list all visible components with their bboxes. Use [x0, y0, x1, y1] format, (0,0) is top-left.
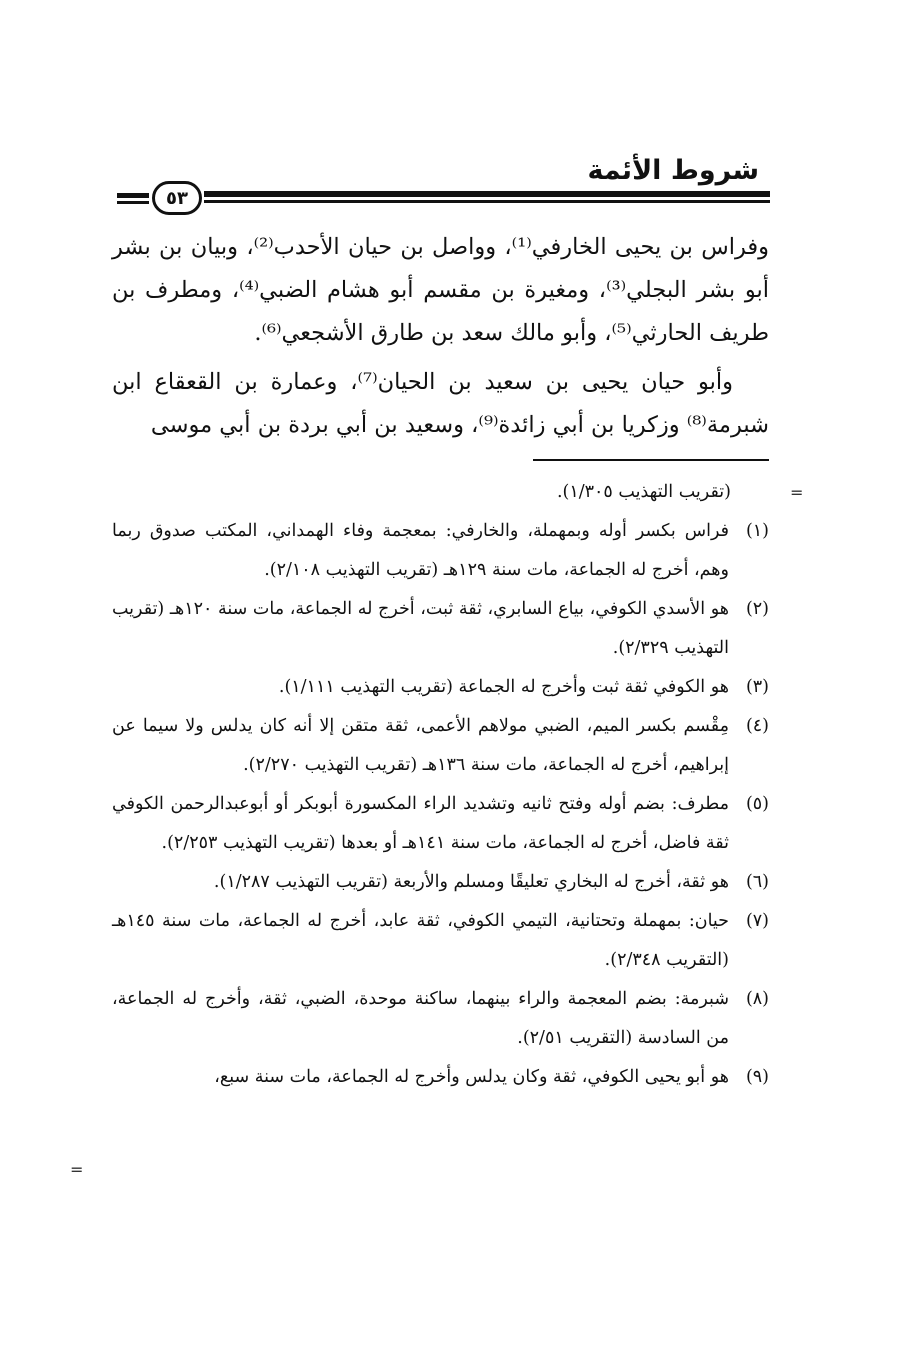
footnote-item [112, 512, 769, 590]
footnote-text: حيان: بمهملة وتحتانية، التيمي الكوفي، ثقة عابد، أخرج له الجماعة، مات سنة ١٤٥هـ (التقريب ٢/٣٤٨). [112, 911, 729, 970]
margin-mark: = [70, 1160, 84, 1179]
footnote-item [112, 980, 769, 1058]
footnotes [112, 473, 769, 1097]
footnote-item [112, 668, 769, 707]
footnote-item [112, 1058, 769, 1097]
header-rule-thin [204, 200, 770, 203]
footnote-text: هو الكوفي ثقة ثبت وأخرج له الجماعة (تقريب التهذيب ١/١١١). [278, 677, 729, 697]
footnote-text: مطرف: بضم أوله وفتح ثانيه وتشديد الراء المكسورة أبوبكر أو أبوعبدالرحمن الكوفي ثقة فاضل، أخرج له الجماعة، مات سنة ١٤١هـ أو بعدها (تقريب التهذيب ٢/٢٥٣). [112, 794, 729, 853]
footnote-text: شبرمة: بضم المعجمة والراء بينهما، ساكنة موحدة، الضبي، ثقة، وأخرج له الجماعة، من السادسة (التقريب ٢/٥١). [112, 989, 729, 1048]
header-rule [204, 191, 770, 197]
margin-mark: = [790, 483, 804, 502]
footnote-number: (١) [745, 521, 769, 541]
header-rule-left [117, 193, 149, 198]
footnote-number: (٦) [745, 872, 769, 892]
footnote-item [112, 785, 769, 863]
main-body-text [112, 226, 769, 447]
footnote-number: (٨) [745, 989, 769, 1009]
body-paragraph: وأبو حيان يحيى بن سعيد بن الحيان⁽⁷⁾، وعمارة بن القعقاع ابن شبرمة⁽⁸⁾ وزكريا بن أبي زائدة⁽⁹⁾، وسعيد بن أبي بردة بن أبي موسى [112, 369, 769, 438]
page-number-badge: ٥٣ [152, 181, 202, 215]
footnote-text: مِقْسم بكسر الميم، الضبي مولاهم الأعمى، ثقة متقن إلا أنه كان يدلس ولا سيما عن إبراهيم، أخرج له الجماعة، مات سنة ١٣٦هـ (تقريب التهذيب ٢/٢٧٠). [112, 716, 729, 775]
footnote-continuation: (تقريب التهذيب ١/٣٠٥). [556, 482, 731, 502]
footnote-number: (٧) [745, 911, 769, 931]
footnote-item [112, 863, 769, 902]
footnote-text: هو ثقة، أخرج له البخاري تعليقًا ومسلم والأربعة (تقريب التهذيب ١/٢٨٧). [213, 872, 729, 892]
header-rule-left-thin [117, 201, 149, 204]
body-paragraph: وفراس بن يحيى الخارفي⁽¹⁾، وواصل بن حيان الأحدب⁽²⁾، وبيان بن بشر أبو بشر البجلي⁽³⁾، ومغيرة بن مقسم أبو هشام الضبي⁽⁴⁾، ومطرف بن طريف الحارثي⁽⁵⁾، وأبو مالك سعد بن طارق الأشجعي⁽⁶⁾. [112, 234, 769, 346]
footnote-number: (٣) [745, 677, 769, 697]
footnote-text: فراس بكسر أوله وبمهملة، والخارفي: بمعجمة وفاء الهمداني، المكتب صدوق ربما وهم، أخرج له الجماعة، مات سنة ١٢٩هـ (تقريب التهذيب ٢/١٠٨). [112, 521, 729, 580]
footnote-item [112, 902, 769, 980]
footnote-number: (٤) [745, 716, 769, 736]
footnote-number: (٢) [745, 599, 769, 619]
footnote-item [112, 707, 769, 785]
footnote-text: هو الأسدي الكوفي، بياع السابري، ثقة ثبت، أخرج له الجماعة، مات سنة ١٢٠هـ (تقريب التهذيب ٢/٣٢٩). [112, 599, 729, 658]
footnote-text: هو أبو يحيى الكوفي، ثقة وكان يدلس وأخرج له الجماعة، مات سنة سبع، [214, 1067, 729, 1087]
running-header-title: شروط الأئمة [587, 155, 759, 186]
footnote-number: (٩) [745, 1067, 769, 1087]
footnote-separator [533, 459, 769, 461]
footnote-item [112, 590, 769, 668]
footnote-number: (٥) [745, 794, 769, 814]
